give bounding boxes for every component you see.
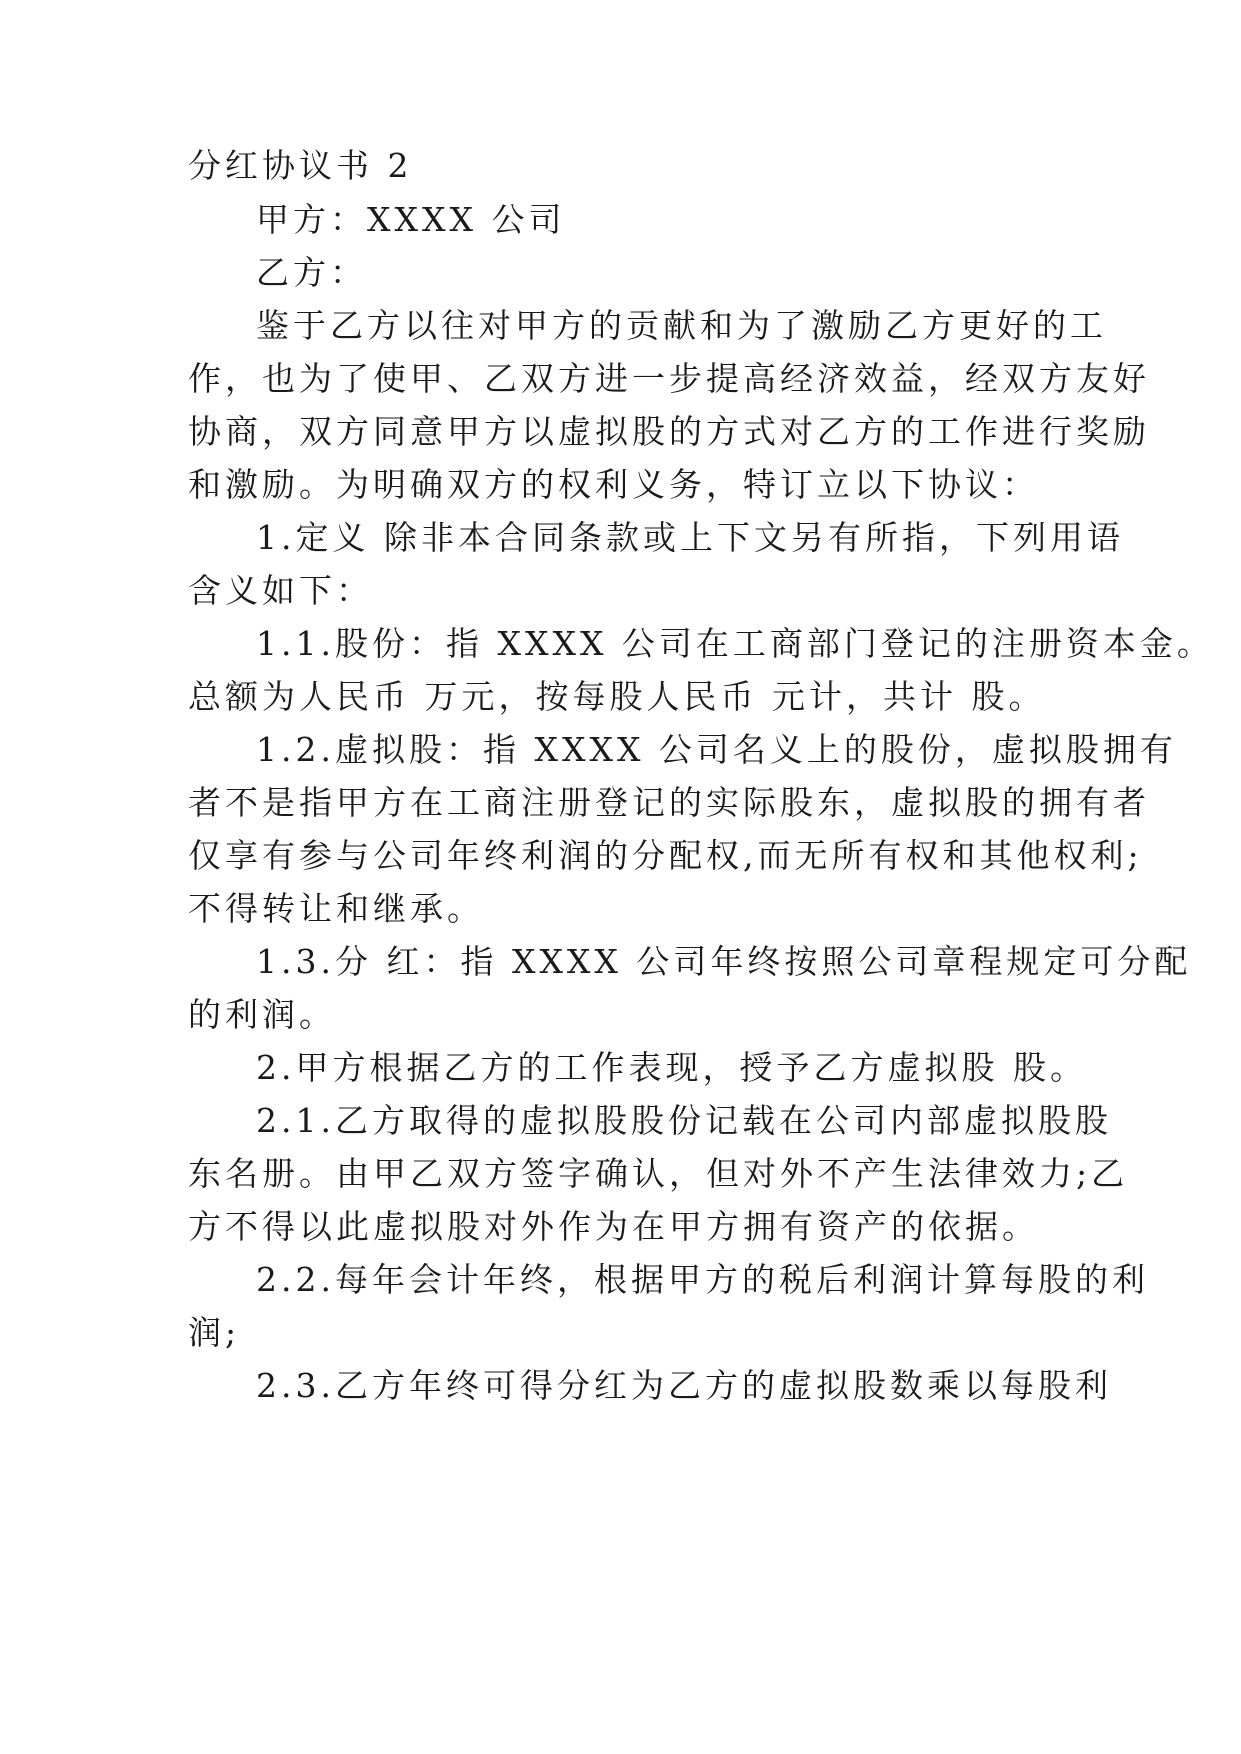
paragraph-line: 不得转让和继承。	[188, 889, 484, 928]
paragraph-line: 仅享有参与公司年终利润的分配权,而无所有权和其他权利;	[188, 836, 1143, 875]
paragraph-line: 鉴于乙方以往对甲方的贡献和为了激励乙方更好的工	[256, 306, 1107, 345]
paragraph-line: 2.3.乙方年终可得分红为乙方的虚拟股数乘以每股利	[256, 1366, 1112, 1405]
document-title: 分红协议书 2	[188, 146, 413, 185]
paragraph-line: 和激励。为明确双方的权利义务，特订立以下协议：	[188, 465, 1039, 504]
paragraph-line: 2.2.每年会计年终，根据甲方的税后利润计算每股的利	[256, 1260, 1149, 1299]
paragraph-line: 1.3.分 红：指 XXXX 公司年终按照公司章程规定可分配	[256, 942, 1192, 981]
party-a-line: 甲方：XXXX 公司	[256, 200, 566, 239]
paragraph-line: 1.1.股份：指 XXXX 公司在工商部门登记的注册资本金。	[256, 624, 1214, 663]
paragraph-line: 2.1.乙方取得的虚拟股股份记载在公司内部虚拟股股	[256, 1101, 1112, 1140]
paragraph-line: 方不得以此虚拟股对外作为在甲方拥有资产的依据。	[188, 1207, 1039, 1246]
paragraph-line: 总额为人民币 万元，按每股人民币 元计，共计 股。	[188, 677, 1046, 716]
paragraph-line: 2.甲方根据乙方的工作表现，授予乙方虚拟股 股。	[256, 1048, 1087, 1087]
party-b-line: 乙方：	[256, 253, 367, 292]
paragraph-line: 的利润。	[188, 995, 336, 1034]
paragraph-line: 1.2.虚拟股：指 XXXX 公司名义上的股份，虚拟股拥有	[256, 730, 1177, 769]
paragraph-line: 润;	[188, 1313, 241, 1352]
paragraph-line: 者不是指甲方在工商注册登记的实际股东，虚拟股的拥有者	[188, 783, 1150, 822]
paragraph-line: 1.定义 除非本合同条款或上下文另有所指，下列用语	[256, 518, 1124, 557]
paragraph-line: 东名册。由甲乙双方签字确认，但对外不产生法律效力;乙	[188, 1154, 1129, 1193]
paragraph-line: 协商，双方同意甲方以虚拟股的方式对乙方的工作进行奖励	[188, 412, 1150, 451]
paragraph-line: 作，也为了使甲、乙双方进一步提高经济效益，经双方友好	[188, 359, 1150, 398]
paragraph-line: 含义如下：	[188, 571, 373, 610]
